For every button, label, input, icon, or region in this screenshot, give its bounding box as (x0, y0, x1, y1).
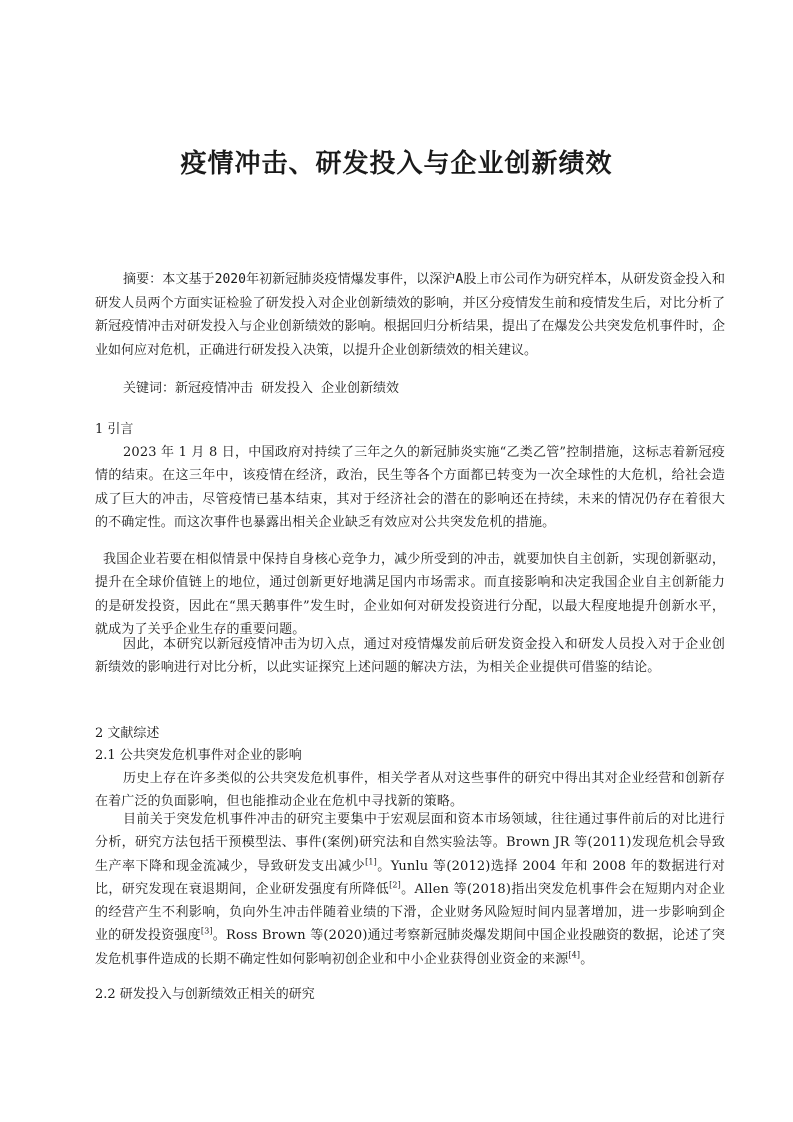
text-segment: 。Yunlu 等(2012)选择 2004 年和 2008 年的数据进行对比，研究发现在衰退期间，企业研发强度有所降低 (95, 858, 725, 897)
subsection-heading-2-2: 2.2 研发投入与创新绩效正相关的研究 (95, 987, 315, 1002)
text-segment: 。 (580, 951, 594, 967)
citation: [4] (568, 950, 581, 960)
keywords (95, 377, 725, 400)
intro-paragraph-3: 因此，本研究以新冠疫情冲击为切入点，通过对疫情爆发前后研发资金投入和研发人员投入对于企业创新绩效的影响进行对比分析，以此实证探究上述问题的解决方法，为相关企业提供可借鉴的结论。 (95, 637, 725, 676)
abstract-text: 本文基于2020年初新冠肺炎疫情爆发事件，以深沪A股上市公司作为研究样本，从研发资金投入和研发人员两个方面实证检验了研发投入对企业创新绩效的影响，并区分疫情发生前和疫情发生后，对比分析了新冠疫情冲击对研发投入与企业创新绩效的影响。根据回归分析结果，提出了在爆发公共突发危机事件时，企业如何应对危机，正确进行研发投入决策，以提升企业创新绩效的相关建议。 (95, 272, 725, 358)
intro-paragraph-1: 2023 年 1 月 8 日，中国政府对持续了三年之久的新冠肺炎实施“乙类乙管”控制措施，这标志着新冠疫情的结束。在这三年中，该疫情在经济，政治，民生等各个方面都已转变为一次全球性的大危机，给社会造成了巨大的冲击，尽管疫情已基本结束，其对于经济社会的潜在的影响还在持续，未来的情况仍存在着很大的不确定性。而这次事件也暴露出相关企业缺乏有效应对公共突发危机的措施。 (95, 445, 725, 530)
paper-title: 疫情冲击、研发投入与企业创新绩效 (180, 149, 613, 179)
subsection-heading-2-1: 2.1 公共突发危机事件对企业的影响 (95, 748, 302, 763)
intro-paragraph-2: 我国企业若要在相似情景中保持自身核心竞争力，减少所受到的冲击，就要加快自主创新，实现创新驱动，提升在全球价值链上的地位，通过创新更好地满足国内市场需求。而直接影响和决定我国企业自主创新能力的是研发投资，因此在“黑天鹅事件”发生时，企业如何对研发投资进行分配，以最大程度地提升创新水平，就成为了关乎企业生存的重要问题。 (95, 552, 725, 637)
section-heading-introduction: 1 引言 (95, 422, 134, 437)
text-segment: 目前关于突发危机事件冲击的研究主要集中于宏观层面和资本市场领域，往往通过事件前后的对比进行分析，研究方法包括干预模型法、事件(案例)研究法和自然实验法等。Brown JR 等(2011)发现危机会导致生产率下降和现金流减少，导致研发支出减少 (95, 812, 725, 874)
literature-paragraph-2 (95, 808, 725, 971)
keyword: 新冠疫情冲击 (175, 381, 254, 396)
citation: [3] (200, 927, 213, 937)
abstract-label: 摘要： (123, 272, 163, 287)
citation: [1] (365, 857, 377, 867)
citation: [2] (389, 880, 401, 890)
keyword: 研发投入 (261, 381, 314, 396)
literature-paragraph-1: 历史上存在许多类似的公共突发危机事件，相关学者从对这些事件的研究中得出其对企业经营和创新存在着广泛的负面影响，但也能推动企业在危机中寻找新的策略。 (95, 771, 725, 810)
section-heading-literature: 2 文献综述 (95, 726, 160, 741)
text-segment: 。Allen 等(2018)指出突发危机事件会在短期内对企业的经营产生不利影响，负向外生冲击伴随着业绩的下滑，企业财务风险短时间内显著增加，进一步影响到企业的研发投资强度 (95, 881, 725, 944)
abstract (95, 268, 725, 362)
keyword: 企业创新绩效 (321, 381, 400, 396)
keywords-label: 关键词： (123, 381, 176, 396)
text-segment: 。Ross Brown 等(2020)通过考察新冠肺炎爆发期间中国企业投融资的数据，论述了突发危机事件造成的长期不确定性如何影响初创企业和中小企业获得创业资金的来源 (95, 928, 726, 967)
